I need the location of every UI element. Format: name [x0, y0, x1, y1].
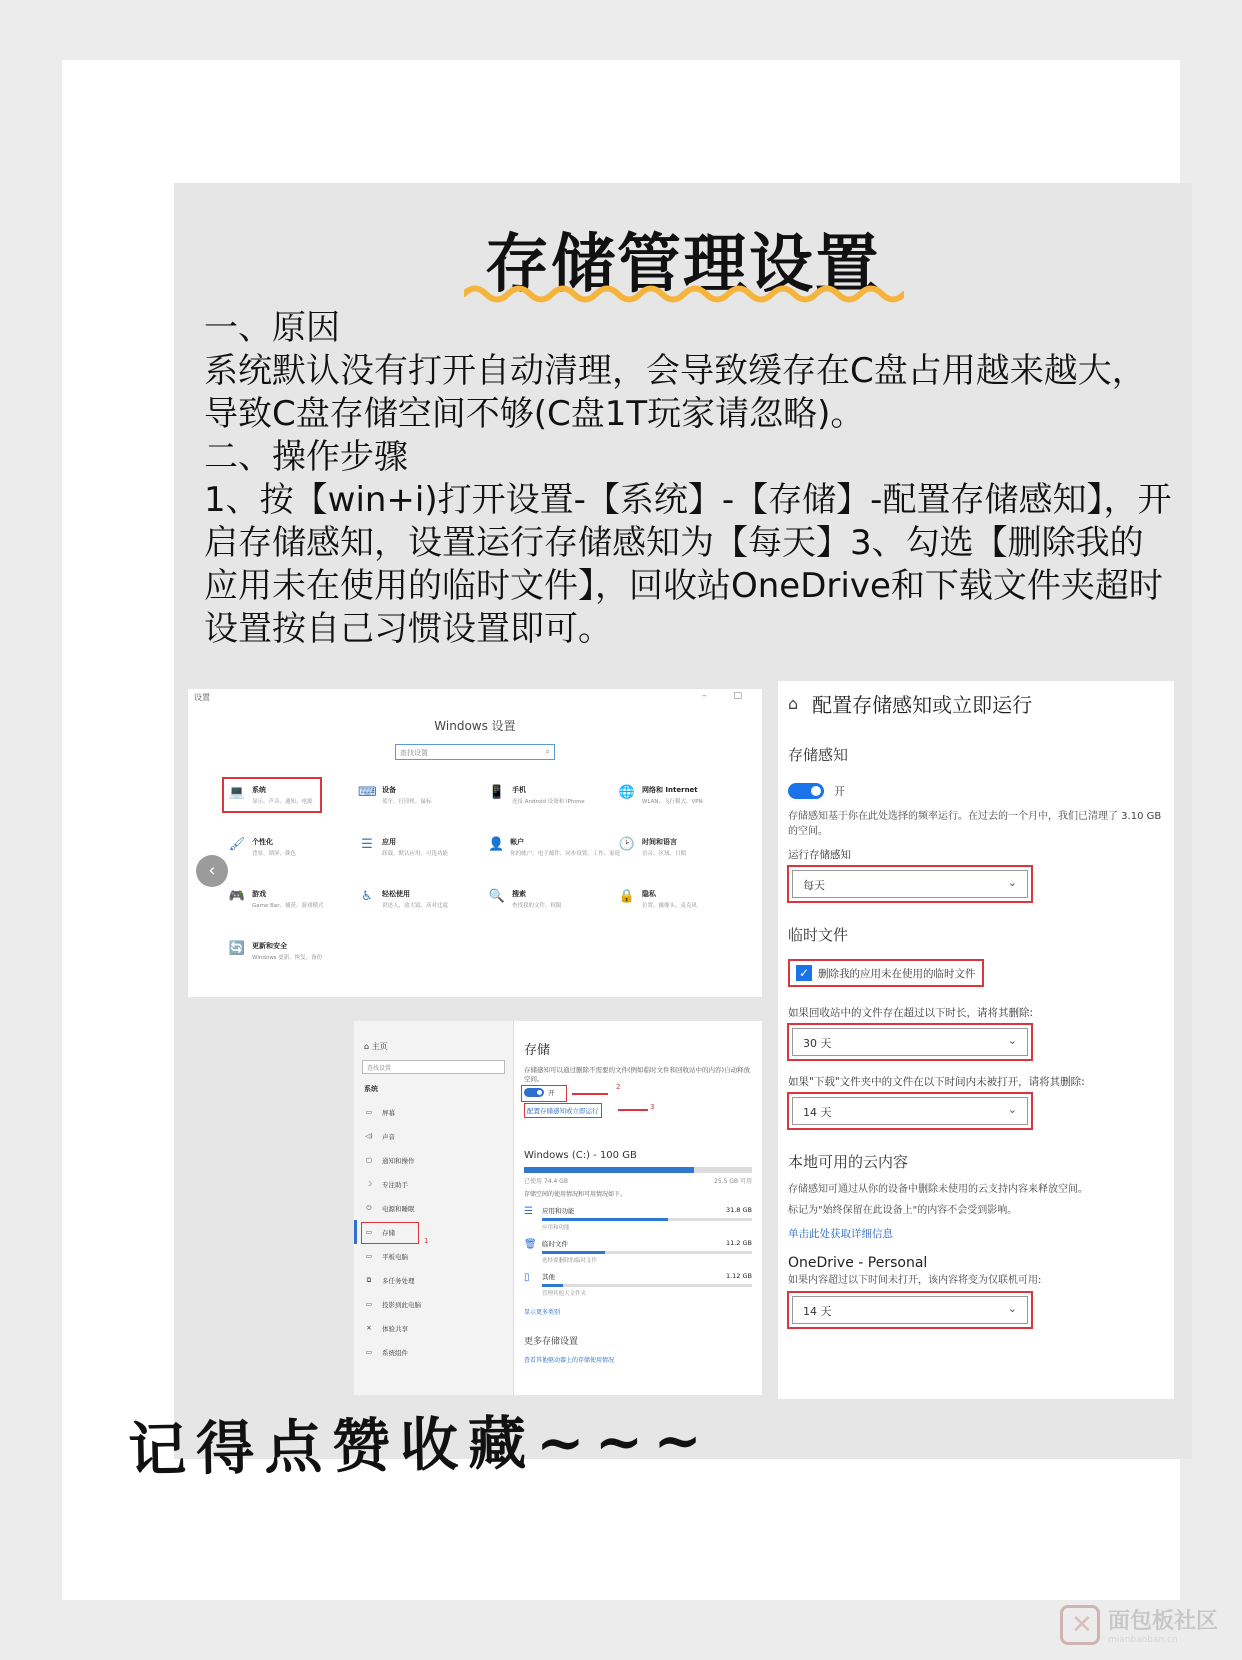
tile-name: 网络和 Internet — [642, 786, 698, 794]
cloud-content-heading: 本地可用的云内容 — [788, 1153, 909, 1171]
drive-used: 已使用 74.4 GB — [524, 1178, 568, 1185]
sidebar-item-icon: ☽ — [366, 1180, 372, 1188]
tile-desc: WLAN、飞行模式、VPN — [642, 799, 703, 805]
category-desc: 应用和功能 — [542, 1225, 570, 1231]
sidebar-item-icon: ◁) — [365, 1132, 373, 1140]
storage-main — [514, 1021, 762, 1395]
chevron-down-icon: ⌄ — [1007, 1034, 1017, 1047]
sidebar-item-icon: ▭ — [365, 1348, 373, 1356]
drive-usage-fill — [524, 1167, 694, 1173]
tile-text — [642, 785, 703, 805]
config-title: 配置存储感知或立即运行 — [812, 693, 1033, 717]
sidebar-item[interactable] — [354, 1172, 513, 1196]
settings-tile[interactable] — [488, 837, 621, 867]
storage-sense-toggle-row[interactable] — [788, 783, 1164, 799]
recycle-bin-label: 如果回收站中的文件存在超过以下时长，请将其删除: — [788, 1007, 1034, 1019]
downloads-label: 如果"下载"文件夹中的文件在以下时间内未被打开，请将其删除: — [788, 1076, 1085, 1088]
sidebar-item-label: 多任务处理 — [382, 1276, 415, 1285]
tile-desc: 讲述人、放大镜、高对比度 — [382, 903, 449, 909]
configure-storage-sense-link[interactable]: 配置存储感知或立即运行 — [524, 1103, 602, 1118]
sidebar-item-icon: ▭ — [365, 1108, 373, 1116]
delete-temp-files-label: 删除我的应用未在使用的临时文件 — [818, 967, 976, 980]
tile-icon: 🖌 — [228, 837, 246, 852]
page-sheet — [62, 60, 1180, 1600]
settings-tile[interactable] — [228, 941, 358, 971]
run-frequency-value: 每天 — [803, 879, 825, 892]
drive-label: Windows (C:) - 100 GB — [524, 1150, 637, 1161]
chevron-down-icon: ⌄ — [1007, 1302, 1017, 1315]
annotation-arrow-3 — [618, 1109, 648, 1111]
previous-arrow-icon[interactable]: ‹ — [196, 855, 228, 887]
checkbox-checked-icon: ✓ — [796, 965, 812, 981]
category-body — [542, 1272, 752, 1297]
tile-name: 个性化 — [252, 838, 273, 846]
onedrive-select[interactable] — [792, 1296, 1028, 1324]
settings-tile[interactable] — [488, 889, 618, 919]
search-placeholder: 查找设置 — [400, 749, 428, 757]
watermark — [1060, 1604, 1218, 1645]
reason-paragraph: 系统默认没有打开自动清理，会导致缓存在C盘占用越来越大，导致C盘存储空间不够(C盘1T玩家请忽略)。 — [204, 351, 1146, 434]
sidebar-item-label: 屏幕 — [382, 1108, 395, 1117]
tile-icon: ♿ — [361, 889, 373, 904]
tile-name: 手机 — [512, 786, 526, 794]
category-icon: ▯ — [524, 1272, 530, 1283]
usage-note: 存储空间的使用情况和可用情况如下。 — [524, 1191, 627, 1198]
tile-icon: 🔒 — [618, 889, 636, 904]
tile-text — [512, 785, 585, 805]
downloads-select[interactable] — [792, 1097, 1028, 1125]
sidebar-item[interactable] — [354, 1124, 513, 1148]
drive-usage-row — [524, 1176, 752, 1185]
tile-desc: 背景、锁屏、颜色 — [252, 851, 297, 857]
category-row — [542, 1272, 752, 1281]
sidebar-item[interactable] — [354, 1268, 513, 1292]
tile-text — [512, 889, 562, 909]
tile-desc: 你的帐户、电子邮件、同步设置、工作、家庭 — [510, 851, 621, 857]
page-title: 存储管理设置 — [485, 228, 881, 302]
sidebar-item-icon: ▭ — [365, 1300, 373, 1308]
watermark-text — [1108, 1604, 1218, 1645]
category-size: 1.12 GB — [725, 1272, 752, 1280]
tile-desc: 连接 Android 设备和 iPhone — [512, 799, 585, 805]
settings-tile[interactable] — [358, 889, 488, 919]
storage-sense-heading: 存储感知 — [788, 746, 849, 764]
storage-sense-toggle[interactable] — [788, 783, 824, 799]
tile-icon: ☰ — [361, 837, 373, 852]
settings-tile-grid — [228, 785, 748, 971]
content-panel — [174, 183, 1192, 1459]
footer-handwriting: 记得点赞收藏~~~ — [127, 1405, 713, 1485]
category-name: 其他 — [542, 1273, 555, 1281]
watermark-logo-icon — [1060, 1605, 1100, 1645]
annotation-1: 1 — [424, 1237, 429, 1245]
home-label: 主页 — [371, 1042, 388, 1051]
tile-text — [382, 889, 448, 909]
sidebar-item-label: 专注助手 — [382, 1180, 408, 1189]
tile-desc: 显示、声音、通知、电源 — [252, 799, 313, 805]
tile-text — [252, 837, 296, 857]
settings-tile[interactable] — [228, 889, 358, 919]
tile-icon: 🎮 — [228, 889, 246, 904]
category-row — [542, 1239, 752, 1248]
storage-description: 存储感知可以通过删除不需要的文件(例如临时文件和回收站中的内容)自动释放空间。 — [524, 1066, 751, 1083]
show-more-categories-link[interactable]: 显示更多类别 — [524, 1309, 561, 1316]
cloud-description-1: 存储感知可通过从你的设备中删除未使用的云支持内容来释放空间。 — [788, 1184, 1088, 1195]
sidebar-item[interactable] — [354, 1148, 513, 1172]
tile-name: 应用 — [382, 838, 396, 846]
onedrive-heading: OneDrive - Personal — [788, 1255, 928, 1271]
tile-icon: 💻 — [228, 785, 246, 800]
tile-name: 轻松使用 — [382, 890, 410, 898]
storage-sense-toggle[interactable] — [524, 1088, 568, 1097]
sidebar-item-icon: ⏻ — [366, 1203, 372, 1212]
tile-name: 隐私 — [642, 890, 656, 898]
tile-text — [252, 785, 313, 805]
sidebar-item-label: 平板电脑 — [382, 1252, 408, 1261]
settings-tile[interactable] — [228, 837, 358, 867]
recycle-bin-value: 30 天 — [803, 1037, 832, 1050]
tile-desc: Game Bar、捕获、游戏模式 — [252, 903, 324, 909]
sidebar-item[interactable] — [354, 1292, 513, 1316]
tile-icon: 🕑 — [618, 837, 636, 852]
storage-category[interactable] — [524, 1206, 752, 1231]
drive-usage-bar — [524, 1167, 752, 1173]
settings-tile[interactable] — [358, 837, 488, 867]
sidebar-item-icon: ▢ — [365, 1156, 373, 1164]
tile-text — [252, 941, 322, 961]
more-storage-heading: 更多存储设置 — [524, 1337, 579, 1347]
tile-icon: 🔍 — [488, 889, 506, 904]
settings-search-input[interactable] — [395, 744, 555, 760]
category-bar — [542, 1284, 752, 1287]
tile-text — [642, 837, 686, 857]
settings-tile[interactable] — [618, 785, 748, 815]
settings-tile[interactable] — [358, 785, 488, 815]
annotation-2: 2 — [616, 1083, 621, 1091]
category-body — [542, 1239, 752, 1264]
recycle-bin-select[interactable] — [792, 1028, 1028, 1056]
window-controls[interactable]: – □ — [702, 691, 754, 701]
onedrive-label: 如果内容超过以下时间未打开，该内容将变为仅联机可用: — [788, 1275, 1042, 1286]
sidebar-item-icon: ✕ — [366, 1324, 372, 1332]
category-icon: ☰ — [524, 1206, 533, 1217]
sidebar-item[interactable] — [354, 1244, 513, 1268]
sidebar-item[interactable] — [354, 1100, 513, 1124]
tile-name: 帐户 — [510, 838, 525, 846]
sidebar-nav — [354, 1100, 513, 1364]
storage-page-screenshot — [354, 1021, 762, 1395]
configure-storage-sense-screenshot — [778, 681, 1174, 1399]
settings-tile[interactable] — [488, 785, 618, 815]
sidebar-item-label: 存储 — [382, 1228, 395, 1237]
category-bar-fill — [542, 1284, 563, 1287]
steps-paragraph: 1、按【win+i)打开设置-【系统】-【存储】-配置存储感知】，开启存储感知，设置运行存储感知为【每天】3、勾选【删除我的应用未在使用的临时文件】，回收站OneDrive和下载文件夹超时设置按自己习惯设置即可。 — [204, 480, 1172, 649]
storage-sense-toggle-label: 开 — [834, 785, 845, 798]
category-size: 31.8 GB — [725, 1206, 752, 1214]
category-body — [542, 1206, 752, 1231]
sidebar-item-icon: ▭ — [365, 1228, 373, 1236]
storage-categories — [524, 1206, 752, 1297]
category-name: 应用和功能 — [542, 1207, 575, 1215]
storage-title: 存储 — [524, 1043, 551, 1058]
tile-desc: 蓝牙、打印机、鼠标 — [382, 799, 432, 805]
config-header — [788, 689, 1164, 718]
sidebar-group-title: 系统 — [364, 1085, 378, 1093]
onedrive-value: 14 天 — [803, 1305, 832, 1318]
category-bar — [542, 1218, 752, 1221]
tile-icon: 🌐 — [618, 785, 636, 800]
sidebar-item-icon: ⧉ — [366, 1275, 372, 1284]
sidebar-item[interactable] — [354, 1340, 513, 1364]
temp-files-heading: 临时文件 — [788, 926, 849, 944]
settings-title: Windows 设置 — [434, 719, 516, 733]
watermark-sub: mianbaoban.cn — [1108, 1635, 1178, 1645]
sidebar-search-input[interactable]: 查找设置 — [362, 1060, 505, 1074]
tile-text — [382, 837, 448, 857]
sidebar-item-label: 系统组件 — [382, 1348, 408, 1357]
watermark-title: 面包板社区 — [1108, 1609, 1219, 1634]
windows-settings-screenshot — [188, 689, 762, 997]
tile-name: 游戏 — [252, 890, 266, 898]
tile-name: 更新和安全 — [252, 942, 287, 950]
home-icon[interactable]: ⌂ — [788, 694, 799, 713]
tile-text — [252, 889, 324, 909]
body-text — [204, 307, 1174, 651]
category-size: 11.2 GB — [725, 1239, 752, 1247]
tile-name: 时间和语言 — [642, 838, 677, 846]
tile-desc: 位置、摄像头、麦克风 — [642, 903, 698, 909]
tile-desc: 卸载、默认应用、可选功能 — [382, 851, 449, 857]
chevron-down-icon: ⌄ — [1007, 876, 1017, 889]
category-desc: 管理其他大文件夹 — [542, 1291, 587, 1297]
sidebar-home[interactable] — [354, 1021, 513, 1052]
category-icon: 🗑 — [524, 1239, 537, 1250]
tile-icon: ⌨ — [358, 785, 377, 800]
run-frequency-select[interactable] — [792, 870, 1028, 898]
annotation-3: 3 — [650, 1103, 655, 1111]
category-bar-fill — [542, 1218, 668, 1221]
title-wave-underline — [464, 283, 904, 305]
settings-tile[interactable] — [618, 837, 748, 867]
sidebar-item-label: 投影到此电脑 — [382, 1300, 421, 1309]
sidebar-item-label: 体验共享 — [382, 1324, 408, 1333]
storage-sense-description: 存储感知基于你在此处选择的频率运行。在过去的一个月中，我们已清理了 3.10 GB 的空间。 — [788, 811, 1162, 837]
sidebar-item[interactable] — [354, 1316, 513, 1340]
sidebar-item-label: 声音 — [382, 1132, 395, 1141]
toggle-label: 开 — [548, 1089, 555, 1097]
settings-sidebar — [354, 1021, 514, 1395]
category-bar-fill — [542, 1251, 605, 1254]
tile-name: 搜索 — [512, 890, 526, 898]
tile-icon: 📱 — [488, 785, 506, 800]
annotation-arrow-2 — [572, 1093, 608, 1095]
tile-name: 系统 — [252, 786, 266, 794]
tile-desc: Windows 更新、恢复、备份 — [252, 955, 323, 961]
details-link[interactable]: 单击此处获取详细信息 — [788, 1228, 893, 1240]
chevron-down-icon: ⌄ — [1007, 1103, 1017, 1116]
tile-text — [510, 837, 620, 857]
sidebar-item-icon: ▭ — [365, 1252, 373, 1260]
tile-text — [642, 889, 697, 909]
downloads-value: 14 天 — [803, 1106, 832, 1119]
tile-text — [382, 785, 432, 805]
settings-tile[interactable] — [228, 785, 358, 815]
sidebar-item-label: 电源和睡眠 — [382, 1204, 415, 1213]
section-heading-reason: 一、原因 — [204, 308, 340, 348]
cloud-description-2: 标记为"始终保留在此设备上"的内容不会受到影响。 — [788, 1205, 1018, 1216]
category-name: 临时文件 — [542, 1240, 568, 1248]
home-icon: ⌂ — [364, 1042, 372, 1051]
category-desc: 选择要删除的临时文件 — [542, 1258, 598, 1264]
storage-category[interactable] — [524, 1272, 752, 1297]
other-drives-link[interactable]: 查看其他驱动器上的存储使用情况 — [524, 1357, 615, 1364]
search-icon: ⌕ — [545, 747, 550, 756]
tile-icon: 🔄 — [228, 941, 246, 956]
category-bar — [542, 1251, 752, 1254]
delete-temp-files-checkbox[interactable] — [788, 959, 984, 987]
storage-category[interactable] — [524, 1239, 752, 1264]
run-storage-sense-label: 运行存储感知 — [788, 849, 851, 861]
sidebar-item[interactable] — [354, 1220, 513, 1244]
drive-free: 25.5 GB 可用 — [714, 1178, 752, 1185]
tile-desc: 查找我的文件、权限 — [512, 903, 562, 909]
sidebar-item[interactable] — [354, 1196, 513, 1220]
tile-desc: 语音、区域、日期 — [642, 851, 687, 857]
window-topbar: 设置 — [194, 693, 210, 702]
tile-name: 设备 — [382, 786, 396, 794]
section-heading-steps: 二、操作步骤 — [204, 437, 408, 477]
category-row — [542, 1206, 752, 1215]
tile-icon: 👤 — [488, 837, 505, 852]
toggle-switch[interactable] — [524, 1088, 544, 1097]
sidebar-item-label: 通知和操作 — [382, 1156, 415, 1165]
settings-tile[interactable] — [618, 889, 748, 919]
